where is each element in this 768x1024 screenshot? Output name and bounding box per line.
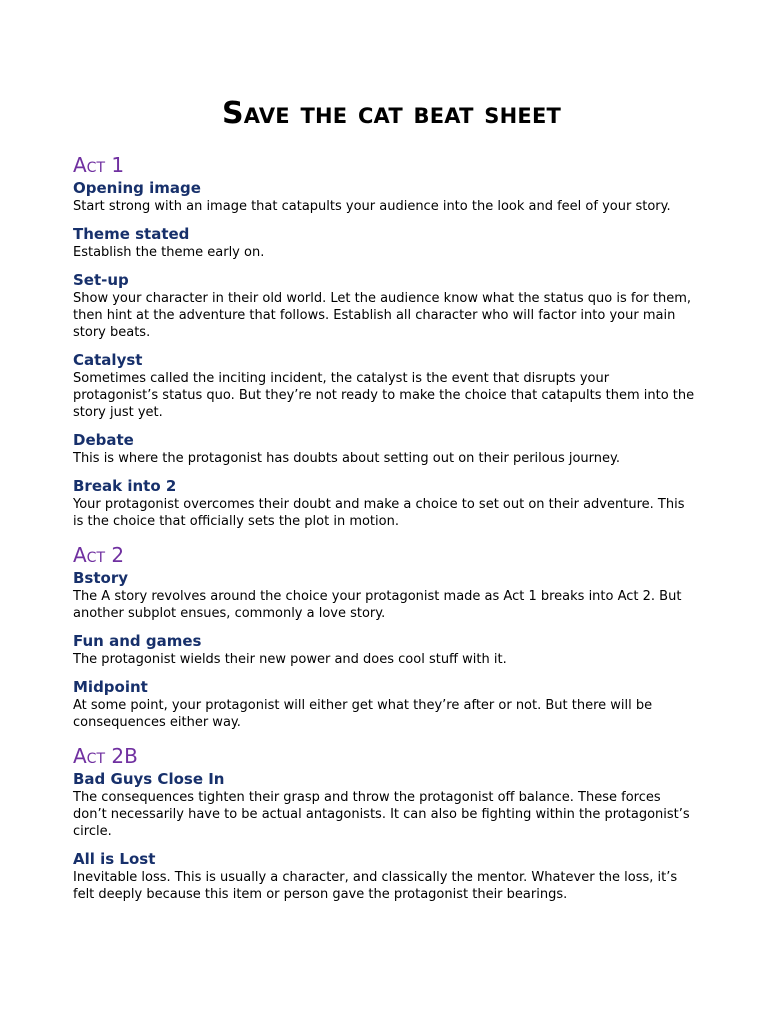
beat-fun-and-games [73,631,698,668]
beat-description: Show your character in their old world. Let the audience know what the status quo is for them, then hint at the adventure that follows. Establish all character who will factor into your main story beats. [73,291,691,340]
beat-heading: Catalyst [73,351,143,369]
beat-heading: Bstory [73,569,129,587]
beat-bad-guys-close-in [73,769,698,840]
beat-theme-stated [73,224,698,261]
beat-heading: Debate [73,431,134,449]
beat-heading: Fun and games [73,632,202,650]
beat-bstory [73,568,698,622]
beat-description: The consequences tighten their grasp and throw the protagonist off balance. These forces don’t necessarily have to be actual antagonists. It can also be fighting within the protagonist’s circle. [73,790,690,839]
beat-description: The A story revolves around the choice your protagonist made as Act 1 breaks into Act 2. But another subplot ensues, commonly a love story. [73,589,682,621]
act-heading: Act 2B [73,744,138,768]
beat-heading: Bad Guys Close In [73,770,225,788]
beat-all-is-lost [73,849,698,903]
beat-catalyst [73,350,698,421]
beat-opening-image [73,178,698,215]
act-section-1 [73,152,698,530]
beat-description: Your protagonist overcomes their doubt and make a choice to set out on their adventure. This is the choice that officially sets the plot in motion. [73,497,685,529]
beat-heading: Midpoint [73,678,148,696]
beat-description: This is where the protagonist has doubts about setting out on their perilous journey. [73,451,620,466]
beat-description: Start strong with an image that catapults your audience into the look and feel of your story. [73,199,671,214]
beat-description: Inevitable loss. This is usually a character, and classically the mentor. Whatever the loss, it’s felt deeply because this item or person gave the protagonist their bearings. [73,870,678,902]
beat-description: Establish the theme early on. [73,245,265,260]
act-heading: Act 1 [73,153,125,177]
beat-midpoint [73,677,698,731]
beat-heading: Set-up [73,271,129,289]
beat-break-into-2 [73,476,698,530]
act-heading: Act 2 [73,543,125,567]
beat-heading: Break into 2 [73,477,177,495]
beat-heading: Opening image [73,179,201,197]
page-title: Save the cat beat sheet [221,96,562,131]
act-section-2b [73,743,698,903]
beat-heading: Theme stated [73,225,190,243]
beat-description: Sometimes called the inciting incident, the catalyst is the event that disrupts your protagonist’s status quo. But they’re not ready to make the choice that catapults them into the story just yet. [73,371,695,420]
beat-heading: All is Lost [73,850,156,868]
beat-description: At some point, your protagonist will either get what they’re after or not. But there will be consequences either way. [73,698,653,730]
beat-description: The protagonist wields their new power and does cool stuff with it. [73,652,507,667]
document-page [73,0,698,903]
beat-set-up [73,270,698,341]
act-section-2 [73,542,698,731]
beat-debate [73,430,698,467]
